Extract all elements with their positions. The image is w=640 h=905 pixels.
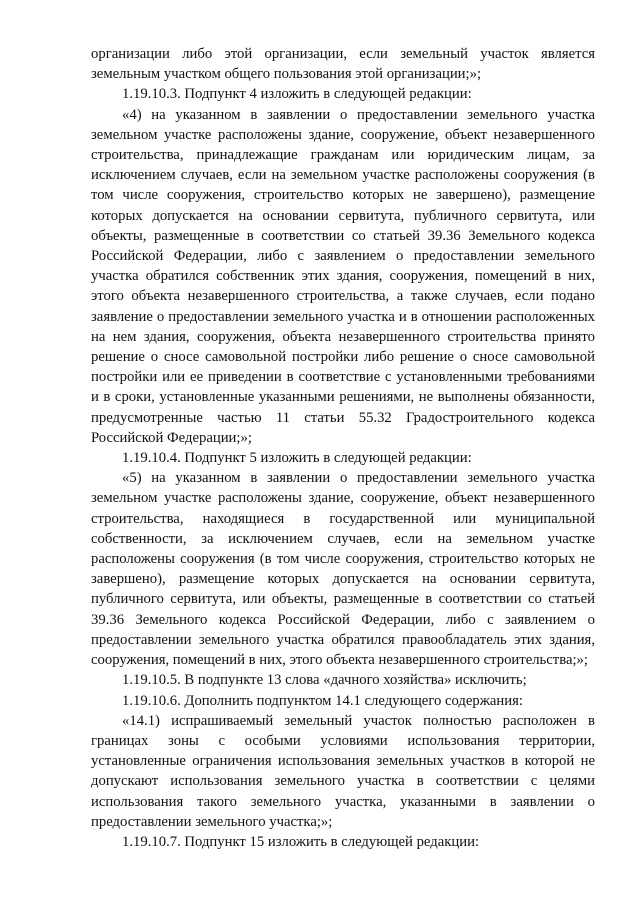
paragraph-continuation: организации либо этой организации, если земельный участок является земельным участком общего пользования этой организации;»; [91, 46, 595, 83]
paragraph-1-19-10-6: 1.19.10.6. Дополнить подпунктом 14.1 следующего содержания: [122, 692, 523, 709]
document-page [91, 44, 595, 852]
paragraph-subpoint-4: «4) на указанном в заявлении о предоставлении земельного участка земельном участке расположены здание, сооружение, объект незавершенного строительства, принадлежащие гражданам или юридическим лицам, за исключением случаев, если на земельном участке расположены сооружения (в том числе сооружения, строительство которых не завершено), размещение которых допускается на основании сервитута, публичного сервитута, или объекты, размещенные в соответствии со статьей 39.36 Земельного кодекса Российской Федерации, либо с заявлением о предоставлении земельного участка обратился собственник этих здания, сооружения, помещений в них, этого объекта незавершенного строительства, а также случаев, если подано заявление о предоставлении земельного участка и в отношении расположенных на нем здания, сооружения, объекта незавершенного строительства принято решение о сносе самовольной постройки либо решение о сносе самовольной постройки или ее приведении в соответствие с установленными требованиями и в сроки, установленные указанными решениями, не выполнены обязанности, предусмотренные частью 11 статьи 55.32 Градостроительного кодекса Российской Федерации;»; [91, 106, 595, 446]
paragraph-1-19-10-3: 1.19.10.3. Подпункт 4 изложить в следующей редакции: [122, 86, 472, 103]
paragraph-subpoint-14-1: «14.1) испрашиваемый земельный участок полностью расположен в границах зоны с особыми условиями использования территории, установленные ограничения использования земельных участков в которой не допускают использования земельного участка в соответствии с целями использования такого земельного участка, указанными в заявлении о предоставлении земельного участка;»; [91, 712, 595, 830]
paragraph-1-19-10-4: 1.19.10.4. Подпункт 5 изложить в следующей редакции: [122, 450, 472, 467]
paragraph-1-19-10-7: 1.19.10.7. Подпункт 15 изложить в следующей редакции: [122, 833, 480, 850]
paragraph-subpoint-5: «5) на указанном в заявлении о предоставлении земельного участка земельном участке расположены здание, сооружение, объект незавершенного строительства, находящиеся в государственной или муниципальной собственности, за исключением случаев, если на земельном участке расположены сооружения (в том числе сооружения, строительство которых не завершено), размещение которых допускается на основании сервитута, публичного сервитута, или объекты, размещенные в соответствии со статьей 39.36 Земельного кодекса Российской Федерации, либо с заявлением о предоставлении земельного участка обратился правообладатель этих здания, сооружения, помещений в них, этого объекта незавершенного строительства;»; [91, 470, 595, 669]
paragraph-1-19-10-5: 1.19.10.5. В подпункте 13 слова «дачного хозяйства» исключить; [122, 672, 527, 689]
